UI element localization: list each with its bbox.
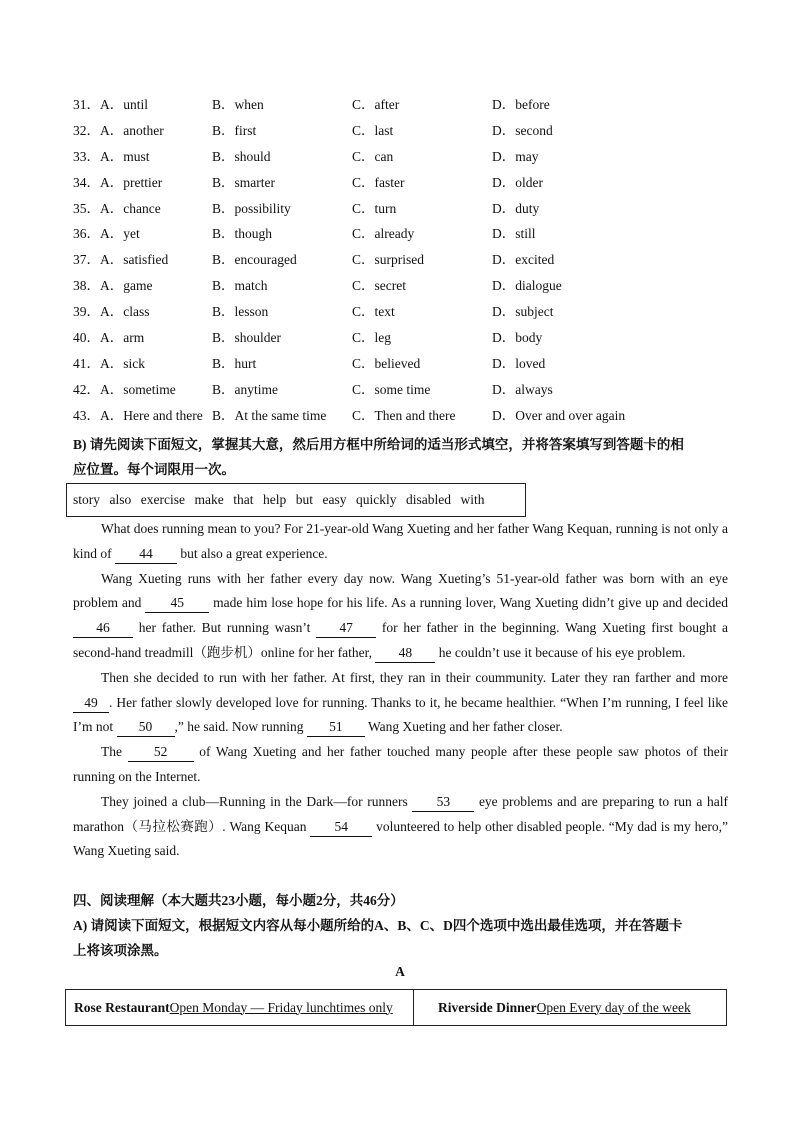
option-a: 36．A．yet bbox=[73, 226, 140, 242]
word-box-item: make bbox=[194, 492, 224, 507]
section-4-instruction-line2: 上将该项涂黑。 bbox=[73, 943, 168, 958]
passage-text: for her father in the beginning. Wang Xueting first bought a second-hand treadmill（跑步机）online for her father, bbox=[73, 620, 729, 660]
word-box bbox=[66, 483, 526, 517]
option-c: C．after bbox=[352, 97, 400, 112]
option-a: 37．A．satisfied bbox=[73, 252, 169, 268]
option-d: D．may bbox=[492, 148, 539, 164]
word-box-item: with bbox=[460, 492, 485, 507]
option-row bbox=[73, 327, 753, 353]
passage-text: Then she decided to run with her father. At first, they ran in their coummunity. Later they ran farther and more bbox=[101, 669, 728, 685]
passage-paragraph bbox=[73, 517, 728, 567]
restaurant-hours: Open Every day of the week bbox=[536, 999, 691, 1015]
word-box-item: story bbox=[73, 492, 100, 507]
option-c: C．faster bbox=[352, 174, 405, 190]
section-b-instruction bbox=[73, 432, 733, 482]
passage-text: . Her father slowly developed love for running. Thanks to it, he became healthier. “When I’m running, I feel like I’m not bbox=[73, 694, 728, 735]
restaurant-cell bbox=[414, 990, 691, 1025]
option-a: 31．A．until bbox=[73, 97, 149, 112]
option-a: 43．A．Here and there bbox=[73, 407, 203, 423]
option-d: D．Over and over again bbox=[492, 407, 626, 423]
passage-text: volunteered to help other disabled people. “My dad is my hero,” Wang Xueting said. bbox=[73, 818, 728, 859]
option-row bbox=[73, 198, 753, 224]
option-d: D．dialogue bbox=[492, 278, 562, 294]
word-box-item: exercise bbox=[140, 492, 185, 507]
blank-45: 45 bbox=[145, 594, 209, 613]
option-b: B．encouraged bbox=[212, 252, 297, 268]
option-a: 39．A．class bbox=[73, 304, 150, 320]
word-box-item: disabled bbox=[405, 492, 451, 507]
word-box-item: but bbox=[295, 492, 313, 507]
passage-paragraph bbox=[73, 666, 728, 740]
option-a: 35．A．chance bbox=[73, 200, 161, 216]
option-d: D．always bbox=[492, 381, 553, 397]
restaurant-hours: Open Monday — Friday lunchtimes only bbox=[169, 999, 393, 1015]
passage-text: made him lose hope for his life. As a running lover, Wang Xueting didn’t give up and decided bbox=[209, 595, 728, 611]
passage-text: The bbox=[101, 744, 128, 760]
option-row bbox=[73, 405, 753, 431]
option-b: B．anytime bbox=[212, 381, 278, 397]
word-box-item: help bbox=[262, 492, 287, 507]
option-row bbox=[73, 301, 753, 327]
section-b-instruction-line1: B) 请先阅读下面短文，掌握其大意，然后用方框中所给词的适当形式填空，并将答案填写到答题卡的相 bbox=[73, 437, 684, 452]
option-d: D．older bbox=[492, 174, 543, 190]
option-d: D．second bbox=[492, 122, 553, 138]
option-b: B．At the same time bbox=[212, 407, 327, 423]
passage-text: but also a great experience. bbox=[177, 545, 328, 561]
option-a: 41．A．sick bbox=[73, 355, 145, 371]
option-c: C．text bbox=[352, 304, 395, 320]
blank-54: 54 bbox=[310, 818, 372, 837]
word-box-item: easy bbox=[322, 492, 347, 507]
section-b-instruction-line2: 应位置。每个词限用一次。 bbox=[73, 462, 235, 477]
option-row bbox=[73, 172, 753, 198]
option-d: D．loved bbox=[492, 355, 546, 371]
passage-text: of Wang Xueting and her father touched many people after these people saw photos of their running on the Internet. bbox=[73, 744, 728, 784]
blank-52: 52 bbox=[128, 743, 194, 762]
option-c: C．surprised bbox=[352, 252, 424, 268]
passage-label: A bbox=[395, 964, 405, 979]
passage-paragraph bbox=[73, 740, 728, 790]
option-b: B．first bbox=[212, 122, 257, 138]
options-table bbox=[73, 94, 753, 431]
option-c: C．can bbox=[352, 148, 394, 164]
option-a: 42．A．sometime bbox=[73, 381, 176, 397]
restaurant-name: Rose Restaurant bbox=[74, 999, 170, 1015]
passage-text: Wang Xueting and her father closer. bbox=[364, 719, 563, 735]
section-4-instruction-line1: A) 请阅读下面短文，根据短文内容从每小题所给的A、B、C、D四个选项中选出最佳选项，并在答题卡 bbox=[73, 918, 683, 933]
blank-50: 50 bbox=[117, 718, 175, 737]
blank-48: 48 bbox=[375, 644, 435, 663]
passage-text: he couldn’t use it because of his eye problem. bbox=[435, 644, 686, 660]
restaurant-cell bbox=[66, 990, 414, 1025]
passage-paragraph bbox=[73, 790, 728, 864]
option-row bbox=[73, 94, 753, 120]
option-c: C．last bbox=[352, 122, 394, 138]
option-a: 32．A．another bbox=[73, 122, 164, 138]
option-a: 34．A．prettier bbox=[73, 174, 163, 190]
option-c: C．turn bbox=[352, 200, 397, 216]
option-d: D．body bbox=[492, 330, 543, 346]
option-b: B．smarter bbox=[212, 174, 275, 190]
option-c: C．Then and there bbox=[352, 407, 456, 423]
word-box-item: quickly bbox=[355, 492, 397, 507]
option-b: B．possibility bbox=[212, 200, 291, 216]
passage-paragraph bbox=[73, 567, 728, 666]
blank-44: 44 bbox=[115, 545, 177, 564]
option-row bbox=[73, 249, 753, 275]
section-4-heading: 四、阅读理解（本大题共23小题，每小题2分，共46分） bbox=[73, 893, 404, 908]
option-b: B．hurt bbox=[212, 355, 257, 371]
option-a: 38．A．game bbox=[73, 278, 153, 294]
passage-text: eye problems and are preparing to run a half marathon（马拉松赛跑）. Wang Kequan bbox=[73, 793, 728, 834]
blank-46: 46 bbox=[73, 619, 133, 638]
option-c: C．leg bbox=[352, 330, 391, 346]
restaurant-table bbox=[65, 989, 727, 1026]
word-box-item: also bbox=[109, 492, 132, 507]
passage-text: They joined a club—Running in the Dark—for runners bbox=[101, 793, 413, 809]
option-c: C．secret bbox=[352, 278, 406, 294]
option-a: 40．A．arm bbox=[73, 330, 145, 346]
option-row bbox=[73, 223, 753, 249]
section-4-header bbox=[73, 888, 733, 963]
option-b: B．should bbox=[212, 148, 271, 164]
option-d: D．before bbox=[492, 97, 550, 112]
option-b: B．when bbox=[212, 97, 264, 112]
option-row bbox=[73, 146, 753, 172]
option-row bbox=[73, 120, 753, 146]
blank-51: 51 bbox=[307, 718, 365, 737]
passage-text: Wang Xueting runs with her father every day now. Wang Xueting’s 51-year-old father was born with an eye problem and bbox=[73, 570, 728, 611]
option-b: B．shoulder bbox=[212, 330, 281, 346]
blank-53: 53 bbox=[412, 793, 474, 812]
option-b: B．though bbox=[212, 226, 273, 242]
option-row bbox=[73, 353, 753, 379]
blank-47: 47 bbox=[316, 619, 376, 638]
word-box-item: that bbox=[233, 492, 254, 507]
option-c: C．already bbox=[352, 226, 415, 242]
blank-49: 49 bbox=[73, 694, 109, 713]
option-row bbox=[73, 379, 753, 405]
option-d: D．duty bbox=[492, 200, 540, 216]
option-b: B．lesson bbox=[212, 304, 269, 320]
option-d: D．excited bbox=[492, 252, 555, 268]
passage-text: What does running mean to you? For 21-year-old Wang Xueting and her father Wang Kequan, running is not only a kind of bbox=[73, 521, 728, 561]
option-c: C．believed bbox=[352, 355, 421, 371]
restaurant-name: Riverside Dinner bbox=[438, 999, 537, 1015]
option-b: B．match bbox=[212, 278, 268, 294]
passage-text: her father. But running wasn’t bbox=[133, 620, 317, 636]
option-row bbox=[73, 275, 753, 301]
option-a: 33．A．must bbox=[73, 148, 150, 164]
passage-text: ,” he said. Now running bbox=[174, 719, 307, 735]
option-d: D．still bbox=[492, 226, 536, 242]
option-d: D．subject bbox=[492, 304, 554, 320]
cloze-passage bbox=[73, 517, 728, 864]
option-c: C．some time bbox=[352, 381, 431, 397]
